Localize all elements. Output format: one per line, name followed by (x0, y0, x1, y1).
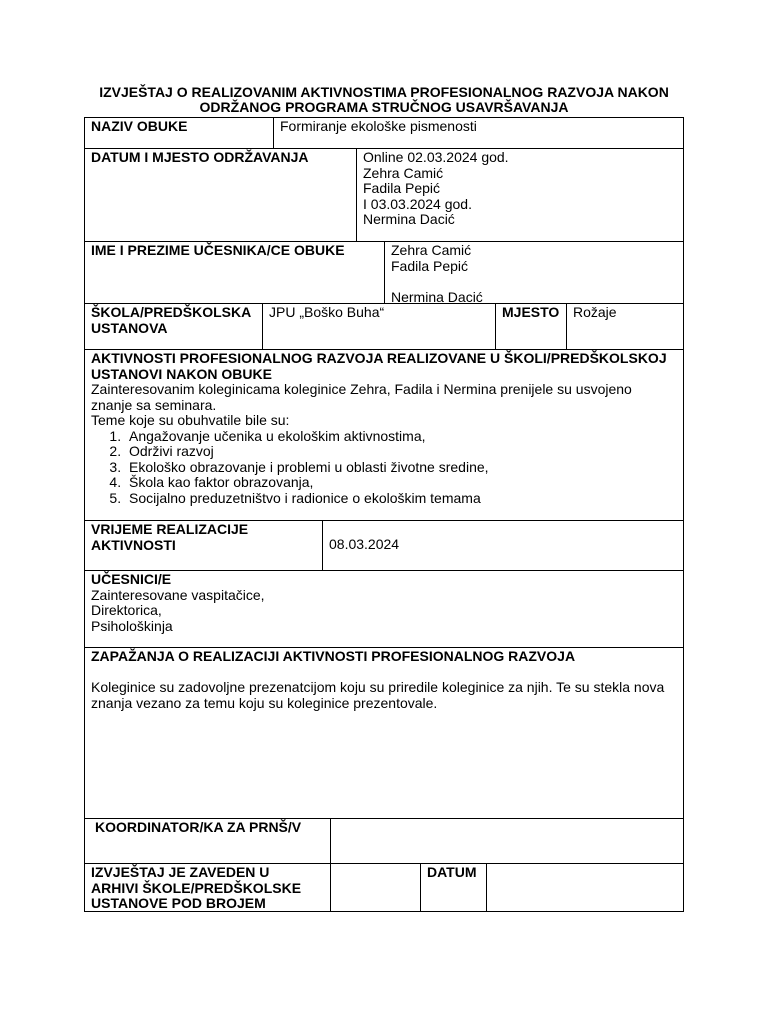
ucesnik-name: Fadila Pepić (391, 257, 469, 274)
ucesnici-label: UČESNICI/E (91, 571, 172, 587)
arhiva-label (85, 864, 330, 911)
vrijeme-label-line: AKTIVNOSTI (91, 536, 176, 553)
row-ucesnici (84, 570, 684, 648)
list-item: 1. Angažovanje učenika u ekološkim aktivnostima, (125, 429, 677, 445)
mjesto-value: Rožaje (566, 304, 683, 349)
datum-line: Fadila Pepić (363, 180, 441, 196)
ucesnici-obuke-label: IME I PREZIME UČESNIKA/CE OBUKE (91, 242, 345, 258)
zapazanja-text: znanja vezano za temu koju su koleginice prezentovale. (91, 694, 438, 711)
ucesnik-name: Zehra Camić (391, 242, 472, 258)
ucesnici-line: Direktorica, (91, 602, 162, 618)
row-vrijeme (84, 520, 684, 571)
title-line-2: ODRŽANOG PROGRAMA STRUČNOG USAVRŠAVANJA (199, 99, 569, 115)
row-datum-mjesto (84, 148, 684, 242)
vrijeme-date: 08.03.2024 (329, 536, 400, 552)
datum-mjesto-value (356, 149, 683, 241)
arhiva-label-line: USTANOVE POD BROJEM (91, 895, 266, 911)
arhiva-datum-label: DATUM (420, 864, 486, 911)
datum-line: Zehra Camić (363, 164, 444, 181)
aktivnosti-heading: AKTIVNOSTI PROFESIONALNOG RAZVOJA REALIZOVANE U ŠKOLI/PREDŠKOLSKOJ (91, 350, 667, 366)
ucesnici-line: Zainteresovane vaspitačice, (91, 586, 265, 603)
datum-line: Nermina Dacić (363, 211, 455, 227)
row-aktivnosti (84, 349, 684, 521)
koordinator-label: KOORDINATOR/KA ZA PRNŠ/V (95, 819, 302, 835)
list-item: 3. Ekološko obrazovanje i problemi u oblasti životne sredine, (125, 460, 677, 476)
ucesnici-line: Psihološkinja (91, 617, 173, 634)
row-koordinator (84, 818, 684, 864)
datum-line: Online 02.03.2024 god. (363, 149, 509, 165)
title-line-1: IZVJEŠTAJ O REALIZOVANIM AKTIVNOSTIMA PROFESIONALNOG RAZVOJA NAKON (99, 84, 669, 100)
skola-value: JPU „Boško Buha“ (262, 304, 495, 349)
mjesto-label: MJESTO (495, 304, 566, 349)
vrijeme-label-line: VRIJEME REALIZACIJE (91, 521, 249, 537)
ucesnici-obuke-value (384, 242, 683, 303)
skola-label (85, 304, 262, 349)
teme-list (91, 429, 677, 507)
arhiva-broj-value (330, 864, 420, 911)
aktivnosti-heading: USTANOVI NAKON OBUKE (91, 365, 272, 382)
skola-label-line: USTANOVA (91, 319, 168, 336)
arhiva-label-line: ARHIVI ŠKOLE/PREDŠKOLSKE (91, 879, 302, 896)
naziv-obuke-label: NAZIV OBUKE (91, 118, 188, 134)
list-item: 2. Održivi razvoj (125, 444, 677, 460)
list-item: 5. Socijalno preduzetništvo i radionice o ekološkim temama (125, 491, 677, 507)
vrijeme-label (85, 521, 322, 570)
ucesnik-name: Nermina Dacić (391, 288, 483, 305)
aktivnosti-text: Zainteresovanim koleginicama koleginice Zehra, Fadila i Nermina prenijele su usvojeno (91, 381, 632, 397)
arhiva-datum-value (486, 864, 683, 911)
vrijeme-value (322, 521, 683, 570)
koordinator-value (330, 819, 683, 863)
teme-intro: Teme koje su obuhvatile bile su: (91, 412, 290, 428)
row-ucesnici-obuke (84, 241, 684, 304)
datum-mjesto-label: DATUM I MJESTO ODRŽAVANJA (91, 149, 309, 165)
row-skola (84, 303, 684, 350)
row-zapazanja (84, 647, 684, 819)
naziv-obuke-value: Formiranje ekološke pismenosti (273, 118, 683, 148)
arhiva-label-line: IZVJEŠTAJ JE ZAVEDEN U (91, 864, 270, 880)
aktivnosti-content (85, 350, 683, 520)
zapazanja-heading: ZAPAŽANJA O REALIZACIJI AKTIVNOSTI PROFESIONALNOG RAZVOJA (91, 648, 576, 664)
aktivnosti-text: znanje sa seminara. (91, 396, 217, 413)
list-item: 4. Škola kao faktor obrazovanja, (125, 475, 677, 491)
skola-label-line: ŠKOLA/PREDŠKOLSKA (91, 304, 252, 320)
zapazanja-content (85, 648, 683, 818)
document-title (84, 85, 684, 115)
row-naziv-obuke (84, 117, 684, 149)
zapazanja-text: Koleginice su zadovoljne prezenatcijom koju su priredile koleginice za njih. Te su stekla nova (91, 679, 665, 695)
datum-line: I 03.03.2024 god. (363, 195, 472, 212)
row-arhiva (84, 863, 684, 912)
ucesnici-content (85, 571, 683, 647)
